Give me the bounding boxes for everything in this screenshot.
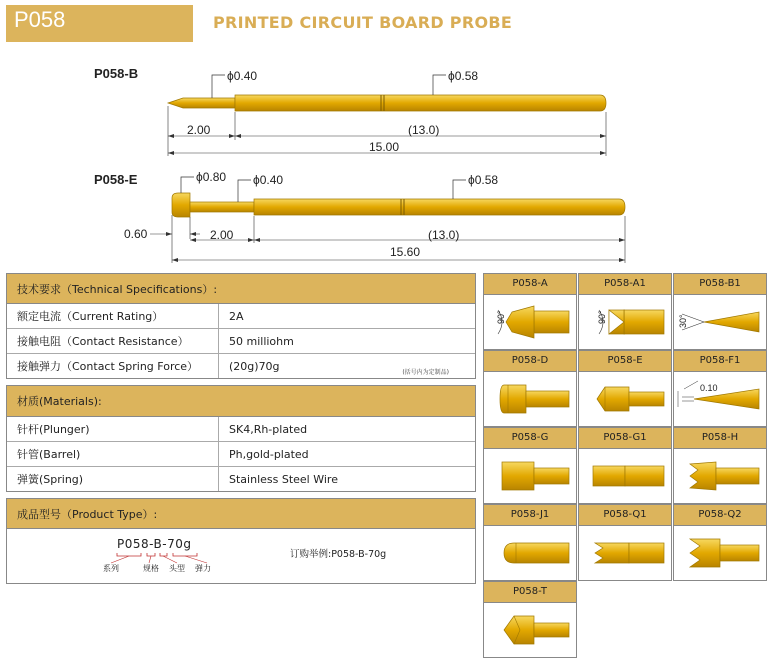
table-row	[7, 417, 475, 442]
tip-cell-p058-f1	[673, 350, 767, 427]
tip-shape-j1	[484, 525, 578, 581]
tip-name: P058-D	[484, 351, 576, 372]
tip-name: P058-A1	[579, 274, 671, 295]
tip-shape-q1	[579, 525, 673, 581]
order-example: 订购举例:P058-B-70g	[290, 549, 387, 560]
product-type-box	[6, 498, 476, 584]
dim-e-total-len: 15.60	[390, 245, 421, 259]
part-series: 系列	[103, 564, 119, 573]
material-value: SK4,Rh-plated	[229, 422, 308, 436]
dim-b-barrel-len: (13.0)	[408, 123, 440, 137]
table-row	[7, 329, 475, 354]
table-row	[7, 467, 475, 491]
tip-shape-t	[484, 602, 578, 658]
dim-b-body-dia: ϕ0.58	[448, 69, 479, 83]
tip-name: P058-Q1	[579, 505, 671, 526]
tip-angle: 90°	[597, 310, 607, 324]
tip-name: P058-J1	[484, 505, 576, 526]
tech-specs-title: 技术要求（Technical Specifications）:	[7, 274, 475, 304]
material-key: 针管(Barrel)	[7, 442, 219, 466]
dim-e-head-dia: ϕ0.80	[196, 170, 227, 184]
tip-cell-p058-a	[483, 273, 577, 350]
tip-shape-e	[579, 371, 673, 427]
dim-b-tip-dia: ϕ0.40	[227, 69, 258, 83]
dim-e-body-dia: ϕ0.58	[468, 173, 499, 187]
spec-value: 2A	[229, 309, 244, 323]
dim-e-head-len: 0.60	[124, 227, 148, 241]
spec-key: 接触电阻（Contact Resistance）	[7, 329, 219, 353]
tip-name: P058-F1	[674, 351, 766, 372]
tip-shape-a	[484, 294, 578, 350]
drawing-label-b: P058-B	[94, 66, 139, 81]
tip-cell-p058-q1	[578, 504, 672, 581]
spec-value: 50 milliohm	[229, 334, 294, 348]
tip-shape-d	[484, 371, 578, 427]
tip-angle: 90°	[496, 310, 506, 324]
product-code: P058-B-70g	[117, 537, 192, 551]
tip-name: P058-E	[579, 351, 671, 372]
drawing-label-e: P058-E	[94, 172, 138, 187]
tip-cell-p058-h	[673, 427, 767, 504]
dim-b-total-len: 15.00	[369, 140, 400, 154]
dim-e-barrel-len: (13.0)	[428, 228, 460, 242]
spec-key: 额定电流（Current Rating）	[7, 304, 219, 328]
part-spec: 规格	[143, 564, 159, 573]
tip-name: P058-Q2	[674, 505, 766, 526]
tip-name: P058-T	[484, 582, 576, 603]
tip-cell-p058-g	[483, 427, 577, 504]
tip-angle: 0.10	[700, 383, 718, 393]
tip-name: P058-B1	[674, 274, 766, 295]
drawing-e	[0, 165, 772, 265]
spec-key: 接触弹力（Contact Spring Force）	[7, 354, 219, 378]
page-title: PRINTED CIRCUIT BOARD PROBE	[213, 13, 513, 32]
tip-shape-f1	[674, 371, 768, 427]
tip-cell-p058-j1	[483, 504, 577, 581]
tip-cell-p058-d	[483, 350, 577, 427]
product-type-title: 成品型号（Product Type）:	[7, 499, 475, 529]
tech-specs-table	[6, 273, 476, 379]
tip-shape-a1	[579, 294, 673, 350]
tip-name: P058-G1	[579, 428, 671, 449]
tip-name: P058-G	[484, 428, 576, 449]
tip-cell-p058-b1	[673, 273, 767, 350]
tip-cell-p058-q2	[673, 504, 767, 581]
material-value: Stainless Steel Wire	[229, 472, 338, 486]
custom-note: (括号内为定制品)	[402, 369, 449, 376]
tip-shape-h	[674, 448, 768, 504]
tip-cell-p058-e	[578, 350, 672, 427]
tip-name: P058-H	[674, 428, 766, 449]
dim-b-tip-len: 2.00	[187, 123, 211, 137]
material-value: Ph,gold-plated	[229, 447, 309, 461]
table-row	[7, 304, 475, 329]
tip-cell-p058-a1	[578, 273, 672, 350]
dim-e-tip-len: 2.00	[210, 228, 234, 242]
tip-name: P058-A	[484, 274, 576, 295]
tip-shape-b1	[674, 294, 768, 350]
spec-value: (20g)70g	[229, 359, 280, 373]
material-key: 针杆(Plunger)	[7, 417, 219, 441]
materials-table	[6, 385, 476, 492]
tip-cell-p058-t	[483, 581, 577, 658]
tip-shape-g	[484, 448, 578, 504]
material-key: 弹簧(Spring)	[7, 467, 219, 491]
model-code: P058	[14, 7, 66, 32]
part-head: 头型	[169, 564, 185, 573]
tip-angle: 30°	[678, 314, 688, 328]
tip-shape-g1	[579, 448, 673, 504]
table-row	[7, 442, 475, 467]
materials-title: 材质(Materials):	[7, 386, 475, 417]
dim-e-tip-dia: ϕ0.40	[253, 173, 284, 187]
table-row	[7, 354, 475, 378]
tip-cell-p058-g1	[578, 427, 672, 504]
tip-shape-q2	[674, 525, 768, 581]
part-force: 弹力	[195, 564, 211, 573]
